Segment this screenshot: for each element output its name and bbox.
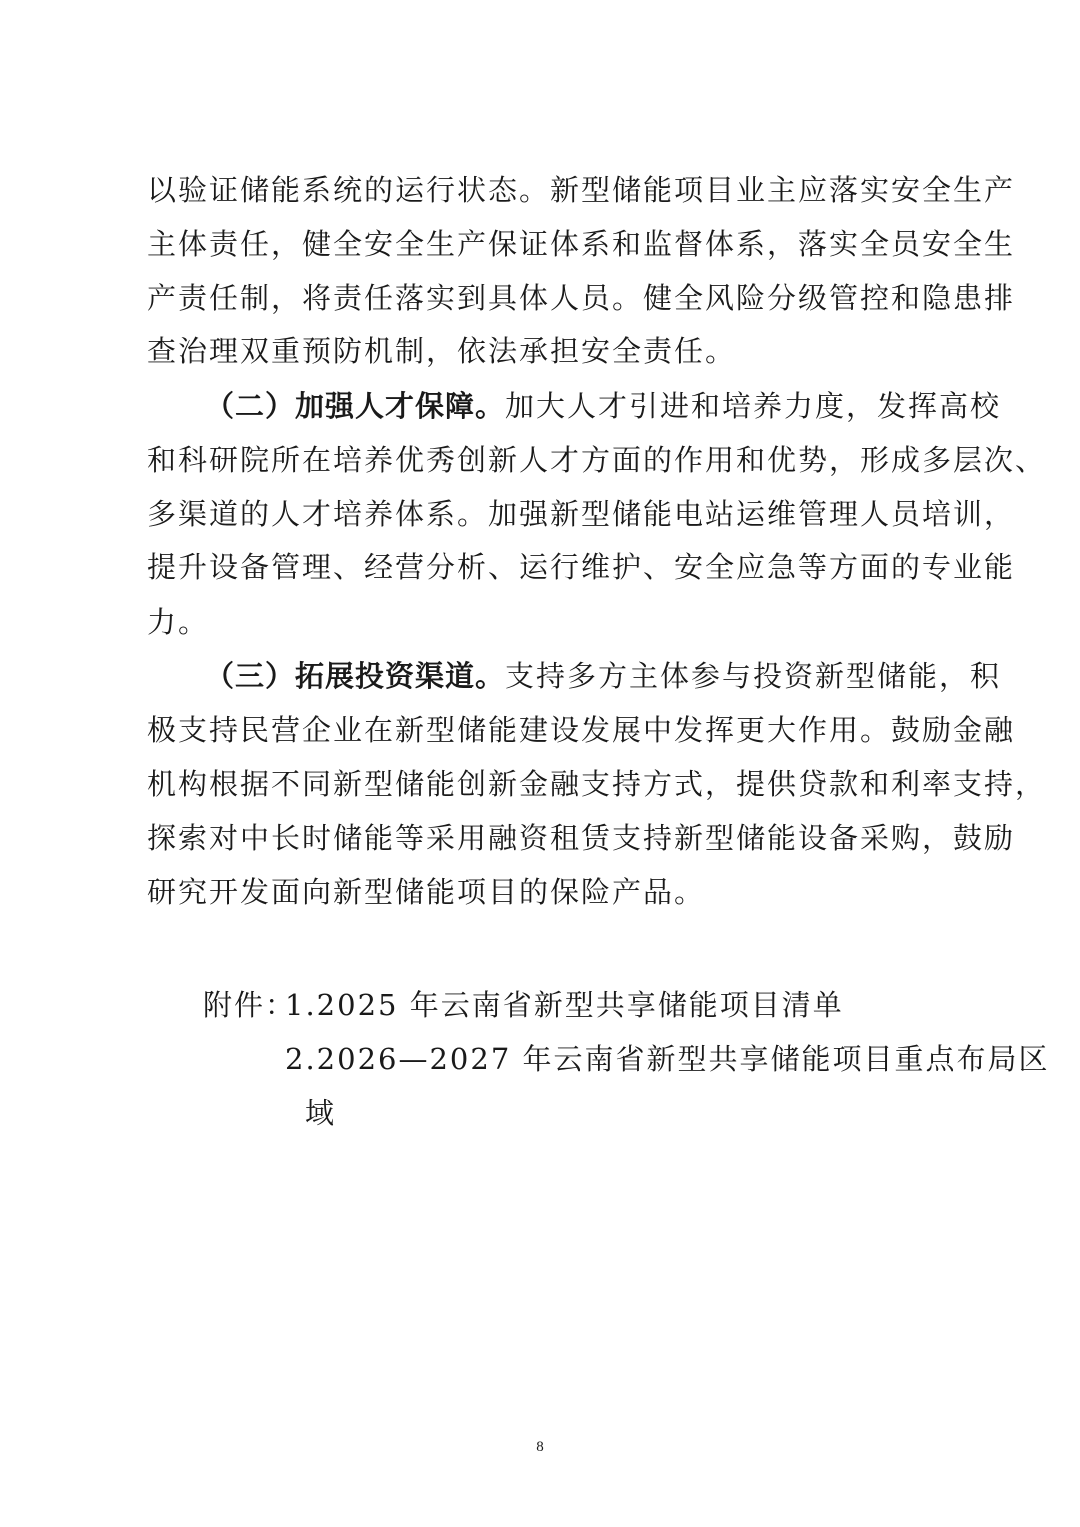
section-2-line-4: 提升设备管理、经营分析、运行维护、安全应急等方面的专业能 bbox=[147, 550, 1016, 584]
section-3-line-2: 极支持民营企业在新型储能建设发展中发挥更大作用。鼓励金融 bbox=[147, 713, 1016, 747]
section-3-line-3: 机构根据不同新型储能创新金融支持方式，提供贷款和利率支持， bbox=[147, 767, 1047, 801]
section-3-first-line bbox=[205, 656, 1001, 696]
attachment-item-2-line-1: 2.2026—2027 年云南省新型共享储能项目重点布局区 bbox=[285, 1042, 1050, 1076]
attachment-item-1: 1.2025 年云南省新型共享储能项目清单 bbox=[285, 988, 844, 1022]
paragraph-1-line-4: 查治理双重预防机制，依法承担安全责任。 bbox=[147, 334, 737, 368]
section-3-heading: （三）拓展投资渠道。 bbox=[205, 659, 506, 693]
section-2-heading: （二）加强人才保障。 bbox=[205, 389, 506, 423]
section-3-first-line-text: 支持多方主体参与投资新型储能，积 bbox=[505, 659, 1002, 693]
section-2-line-5: 力。 bbox=[147, 605, 210, 639]
section-2-first-line-text: 加大人才引进和培养力度，发挥高校 bbox=[505, 389, 1002, 423]
attachments-label: 附件： bbox=[203, 988, 297, 1022]
paragraph-1-line-3: 产责任制，将责任落实到具体人员。健全风险分级管控和隐患排 bbox=[147, 281, 1016, 315]
section-2-line-3: 多渠道的人才培养体系。加强新型储能电站运维管理人员培训， bbox=[147, 497, 1016, 531]
attachment-item-2-line-2: 域 bbox=[305, 1096, 337, 1130]
section-2-line-2: 和科研院所在培养优秀创新人才方面的作用和优势，形成多层次、 bbox=[147, 443, 1047, 477]
section-3-line-4: 探索对中长时储能等采用融资租赁支持新型储能设备采购，鼓励 bbox=[147, 821, 1016, 855]
section-2-first-line bbox=[205, 386, 1001, 426]
section-3-line-5: 研究开发面向新型储能项目的保险产品。 bbox=[147, 875, 706, 909]
paragraph-1-line-2: 主体责任，健全安全生产保证体系和监督体系，落实全员安全生 bbox=[147, 227, 1016, 261]
page-number: 8 bbox=[536, 1439, 544, 1455]
paragraph-1-line-1: 以验证储能系统的运行状态。新型储能项目业主应落实安全生产 bbox=[147, 173, 1016, 207]
